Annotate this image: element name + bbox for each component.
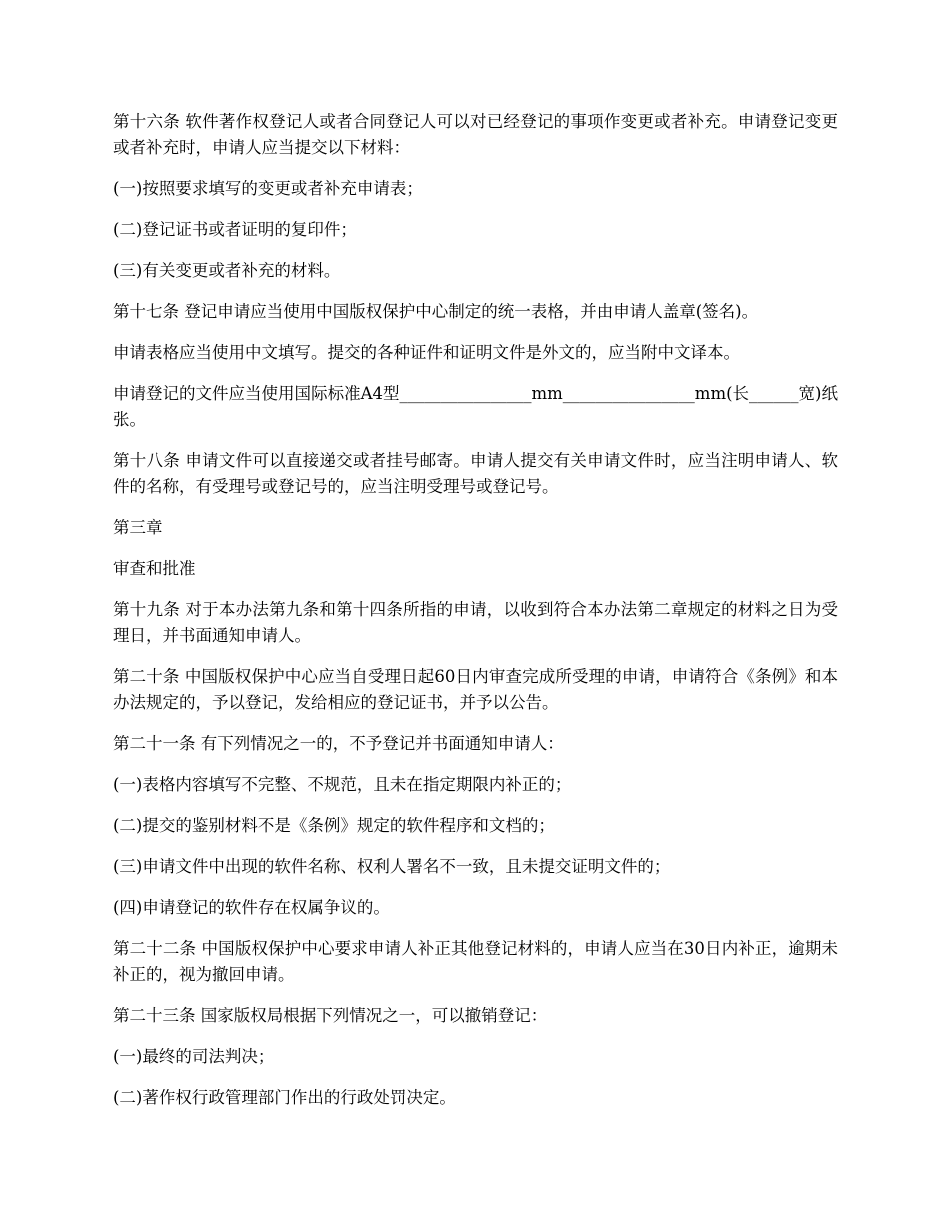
article-19-paragraph: 第十九条 对于本办法第九条和第十四条所指的申请，以收到符合本办法第二章规定的材料之日为受理日，并书面通知申请人。 (113, 600, 838, 645)
article-20-paragraph: 第二十条 中国版权保护中心应当自受理日起60日内审查完成所受理的申请，申请符合《条例》和本办法规定的，予以登记，发给相应的登记证书，并予以公告。 (113, 667, 838, 712)
article-18-paragraph: 第十八条 申请文件可以直接递交或者挂号邮寄。申请人提交有关申请文件时，应当注明申请人、软件的名称，有受理号或登记号的，应当注明受理号或登记号。 (113, 451, 838, 496)
article-17-language-paragraph: 申请表格应当使用中文填写。提交的各种证件和证明文件是外文的，应当附中文译本。 (113, 343, 740, 362)
article-22-paragraph: 第二十二条 中国版权保护中心要求申请人补正其他登记材料的，申请人应当在30日内补正，逾期未补正的，视为撤回申请。 (113, 939, 838, 984)
article-21-item-2: (二)提交的鉴别材料不是《条例》规定的软件程序和文档的； (113, 816, 555, 835)
article-23-item-1: (一)最终的司法判决； (113, 1047, 275, 1066)
article-21-item-4: (四)申请登记的软件存在权属争议的。 (113, 898, 390, 917)
chapter-title: 审查和批准 (113, 559, 196, 578)
article-16-item-2: (二)登记证书或者证明的复印件； (113, 220, 357, 239)
document-body (113, 109, 838, 1126)
article-16-item-1: (一)按照要求填写的变更或者补充申请表； (113, 179, 423, 198)
article-21-item-3: (三)申请文件中出现的软件名称、权利人署名不一致，且未提交证明文件的； (113, 857, 671, 876)
chapter-heading: 第三章 (113, 518, 163, 537)
article-17-paper-size-paragraph: 申请登记的文件应当使用国际标准A4型________________mm________________mm(长______宽)纸张。 (113, 384, 838, 429)
article-21-item-1: (一)表格内容填写不完整、不规范，且未在指定期限内补正的； (113, 775, 572, 794)
article-21-paragraph: 第二十一条 有下列情况之一的，不予登记并书面通知申请人： (113, 734, 564, 753)
article-16-paragraph: 第十六条 软件著作权登记人或者合同登记人可以对已经登记的事项作变更或者补充。申请登记变更或者补充时，申请人应当提交以下材料： (113, 112, 838, 157)
article-23-paragraph: 第二十三条 国家版权局根据下列情况之一，可以撤销登记： (113, 1006, 548, 1025)
article-16-item-3: (三)有关变更或者补充的材料。 (113, 261, 341, 280)
article-17-paragraph: 第十七条 登记申请应当使用中国版权保护中心制定的统一表格，并由申请人盖章(签名)。 (113, 302, 759, 321)
article-23-item-2: (二)著作权行政管理部门作出的行政处罚决定。 (113, 1088, 456, 1107)
